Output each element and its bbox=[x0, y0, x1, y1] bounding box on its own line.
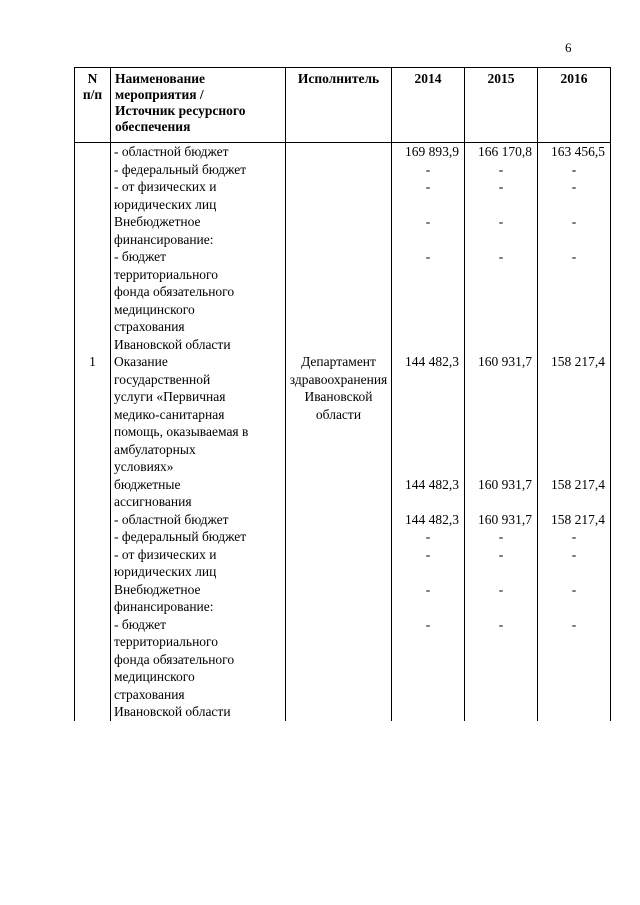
name-line: финансирование: bbox=[114, 599, 214, 614]
name-line: - федеральный бюджет bbox=[114, 529, 247, 544]
name-line: амбулаторных bbox=[114, 441, 196, 457]
header-executor: Исполнитель bbox=[285, 68, 391, 142]
value-cell: 166 170,8 bbox=[478, 144, 532, 159]
value-cell: - bbox=[498, 529, 504, 544]
header-name-line: Наименование bbox=[115, 71, 205, 86]
header-2015: 2015 bbox=[464, 68, 537, 142]
value-cell bbox=[468, 598, 534, 616]
value-cell bbox=[395, 493, 461, 511]
value-cell: - bbox=[498, 581, 504, 597]
value-cell: - bbox=[425, 161, 431, 177]
name-line: фонда обязательного bbox=[114, 284, 235, 299]
value-cell: - bbox=[571, 161, 577, 177]
value-cell bbox=[541, 336, 607, 354]
header-num bbox=[74, 68, 110, 142]
value-cell bbox=[468, 441, 534, 459]
name-line: Ивановской области bbox=[114, 336, 231, 352]
value-cell: - bbox=[425, 214, 431, 229]
table-body bbox=[74, 143, 611, 721]
value-cell bbox=[468, 406, 534, 424]
executor-col bbox=[285, 143, 391, 721]
name-line: юридических лиц bbox=[114, 196, 217, 212]
name-line: государственной bbox=[114, 371, 211, 387]
value-cell: 160 931,7 bbox=[478, 476, 532, 492]
value-cell bbox=[395, 388, 461, 406]
value-cell bbox=[395, 406, 461, 424]
value-cell: - bbox=[498, 161, 504, 177]
value-cell bbox=[468, 336, 534, 354]
value-cell bbox=[395, 196, 461, 214]
value-cell: - bbox=[571, 616, 577, 632]
value-cell: 158 217,4 bbox=[551, 511, 605, 527]
value-cell: - bbox=[571, 581, 577, 597]
value-cell bbox=[395, 283, 461, 301]
header-2016: 2016 bbox=[537, 68, 611, 142]
name-line: Ивановской области bbox=[114, 704, 231, 719]
value-cell bbox=[468, 493, 534, 511]
value-cell bbox=[468, 458, 534, 476]
executor-line: здравоохранения bbox=[289, 371, 388, 387]
name-line: ассигнования bbox=[114, 494, 192, 509]
value-cell: - bbox=[571, 214, 577, 229]
page-number: 6 bbox=[565, 40, 572, 55]
name-line: - областной бюджет bbox=[114, 511, 229, 527]
value-cell: - bbox=[425, 546, 431, 562]
value-cell bbox=[468, 301, 534, 319]
row-number-col bbox=[74, 143, 110, 721]
value-cell: 160 931,7 bbox=[478, 511, 532, 527]
name-line: страхования bbox=[114, 319, 185, 334]
header-num-line: N bbox=[87, 71, 98, 86]
value-cell bbox=[395, 318, 461, 336]
value-cell bbox=[541, 598, 607, 616]
executor-line: Ивановской bbox=[304, 389, 373, 404]
name-line: медицинского bbox=[114, 301, 195, 317]
name-line: - областной бюджет bbox=[114, 144, 229, 159]
value-cell bbox=[395, 441, 461, 459]
value-cell: - bbox=[425, 581, 431, 597]
value-cell bbox=[541, 318, 607, 336]
value-cell: 169 893,9 bbox=[405, 144, 459, 159]
value-cell: 158 217,4 bbox=[551, 354, 605, 369]
value-cell bbox=[395, 371, 461, 389]
value-cell bbox=[541, 388, 607, 406]
col-2014 bbox=[391, 143, 464, 721]
value-cell: - bbox=[498, 249, 504, 264]
value-cell bbox=[395, 266, 461, 284]
name-line: фонда обязательного bbox=[114, 651, 235, 667]
value-cell bbox=[468, 563, 534, 581]
value-cell bbox=[541, 196, 607, 214]
value-cell bbox=[395, 336, 461, 354]
value-cell bbox=[541, 493, 607, 511]
header-name-line: обеспечения bbox=[115, 119, 191, 134]
name-line: условиях» bbox=[114, 459, 174, 474]
col-2015 bbox=[464, 143, 537, 721]
value-cell bbox=[395, 598, 461, 616]
name-line: услуги «Первичная bbox=[114, 389, 226, 404]
value-cell bbox=[468, 283, 534, 301]
value-cell: - bbox=[425, 249, 431, 264]
name-line: - федеральный бюджет bbox=[114, 161, 247, 177]
value-cell bbox=[468, 196, 534, 214]
value-cell bbox=[395, 563, 461, 581]
value-cell bbox=[395, 458, 461, 476]
value-cell: 144 482,3 bbox=[405, 354, 459, 369]
col-2016 bbox=[537, 143, 611, 721]
value-cell bbox=[541, 441, 607, 459]
header-2014: 2014 bbox=[391, 68, 464, 142]
header-name-line: Источник ресурсного bbox=[115, 103, 246, 118]
value-cell bbox=[541, 563, 607, 581]
value-cell bbox=[541, 266, 607, 284]
value-cell: - bbox=[571, 179, 577, 194]
name-line: медицинского bbox=[114, 669, 195, 684]
value-cell: - bbox=[498, 179, 504, 194]
value-cell bbox=[541, 371, 607, 389]
name-line: финансирование: bbox=[114, 231, 214, 247]
name-line: Оказание bbox=[114, 354, 168, 369]
name-line: территориального bbox=[114, 634, 218, 649]
value-cell: - bbox=[425, 529, 431, 544]
value-cell bbox=[395, 301, 461, 319]
value-cell bbox=[468, 231, 534, 249]
header-name-line: мероприятия / bbox=[115, 87, 204, 102]
value-cell: 158 217,4 bbox=[551, 476, 605, 492]
name-col bbox=[110, 143, 285, 721]
value-cell: 160 931,7 bbox=[478, 354, 532, 369]
table-header bbox=[74, 67, 611, 143]
value-cell: - bbox=[571, 546, 577, 562]
header-num-line: п/п bbox=[82, 87, 103, 102]
name-line: страхования bbox=[114, 686, 185, 702]
value-cell bbox=[468, 266, 534, 284]
name-line: бюджетные bbox=[114, 476, 181, 492]
header-name bbox=[110, 68, 285, 142]
name-line: территориального bbox=[114, 266, 218, 282]
name-line: - бюджет bbox=[114, 249, 167, 264]
value-cell bbox=[468, 423, 534, 441]
name-line: - от физических и bbox=[114, 546, 217, 562]
name-line: Внебюджетное bbox=[114, 581, 201, 597]
value-cell bbox=[395, 231, 461, 249]
value-cell: 144 482,3 bbox=[405, 511, 459, 527]
name-line: медико-санитарная bbox=[114, 406, 225, 422]
name-line: Внебюджетное bbox=[114, 214, 201, 229]
value-cell bbox=[468, 318, 534, 336]
value-cell bbox=[541, 283, 607, 301]
value-cell: - bbox=[498, 546, 504, 562]
value-cell bbox=[541, 458, 607, 476]
value-cell bbox=[468, 371, 534, 389]
value-cell: - bbox=[571, 529, 577, 544]
row-number: 1 bbox=[89, 354, 96, 369]
value-cell: - bbox=[425, 179, 431, 194]
name-line: - бюджет bbox=[114, 616, 167, 632]
value-cell bbox=[541, 231, 607, 249]
value-cell: - bbox=[498, 616, 504, 632]
name-line: юридических лиц bbox=[114, 564, 217, 579]
value-cell bbox=[541, 423, 607, 441]
value-cell bbox=[395, 423, 461, 441]
value-cell: 144 482,3 bbox=[405, 476, 459, 492]
value-cell: - bbox=[571, 249, 577, 264]
value-cell: 163 456,5 bbox=[551, 144, 605, 159]
value-cell: - bbox=[498, 214, 504, 229]
name-line: помощь, оказываемая в bbox=[114, 424, 249, 439]
value-cell bbox=[541, 406, 607, 424]
resource-table bbox=[74, 67, 611, 721]
executor-line: Департамент bbox=[301, 354, 376, 369]
executor-line: области bbox=[315, 406, 362, 422]
value-cell bbox=[541, 301, 607, 319]
name-line: - от физических и bbox=[114, 179, 217, 194]
value-cell bbox=[468, 388, 534, 406]
value-cell: - bbox=[425, 616, 431, 632]
